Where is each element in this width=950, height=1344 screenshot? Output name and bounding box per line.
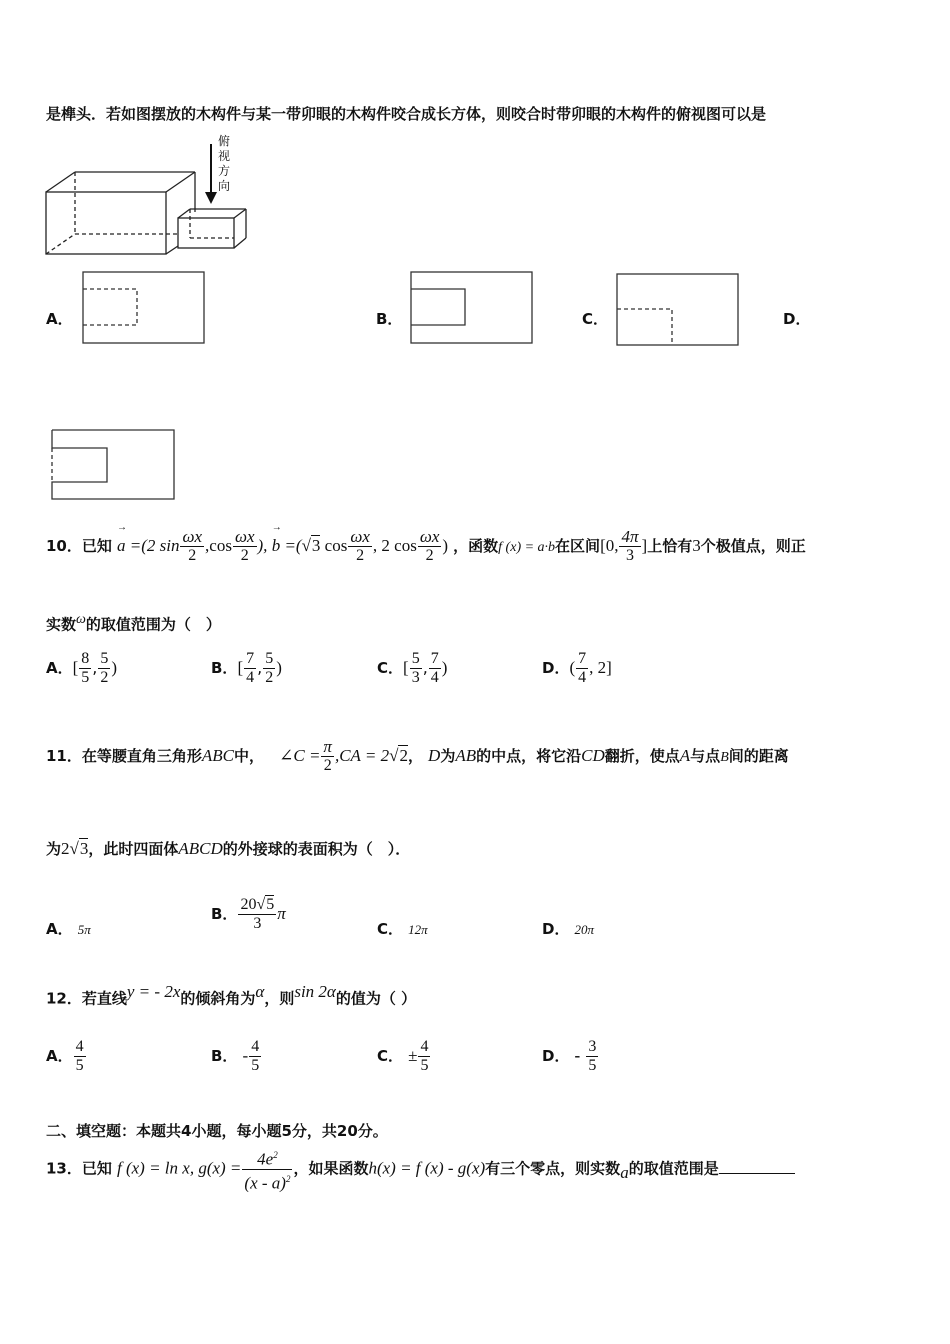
view-direction-label: 俯 视 方 向 [218,134,231,193]
q10-option-a[interactable]: A．[ $\frac{8}{5}$ , $\frac{5}{2}$ ) [46,650,118,686]
q9-option-d-figure [50,428,178,502]
q9-option-b-figure [410,271,534,345]
q12-option-b[interactable]: B． - $\frac{4}{5}$ [211,1038,260,1074]
question-12: 12．若直线$^{y = - 2x}$的倾斜角为$^\alpha$，则$^{sin 2\alpha}$的值为（ ） [46,982,417,1008]
q9-option-c-figure [616,273,740,347]
q9-option-c-label[interactable]: C． [582,310,609,328]
q10-option-d[interactable]: D．( $\frac{7}{4}$ , 2] [542,650,612,686]
q12-option-a[interactable]: A． $\frac{4}{5}$ [46,1038,84,1074]
wood-block-figure [40,132,280,262]
q13-answer-blank[interactable] [719,1159,795,1174]
question-11-line2: 为2√3，此时四面体ABCD的外接球的表面积为（ ）． [46,839,411,858]
question-10-line2: 实数$^\omega$的取值范围为（ ） [46,612,221,634]
q11-option-a[interactable]: A． 5π [46,920,91,938]
q12-option-c[interactable]: C． ± $\frac{4}{5}$ [377,1038,429,1074]
q12-option-d[interactable]: D． - $\frac{3}{5}$ [542,1038,597,1074]
q9-option-d-label[interactable]: D． [783,310,811,328]
q10-option-c[interactable]: C．[ $\frac{5}{3}$ , $\frac{7}{4}$ ) [377,650,448,686]
q11-option-d[interactable]: D． 20π [542,920,595,938]
q9-option-b-label[interactable]: B． [376,310,403,328]
q9-option-a-label[interactable]: A． [46,310,73,328]
section-heading-fill-in: 二、填空题：本题共4小题，每小题5分，共20分。 [46,1122,388,1140]
q11-option-b[interactable]: B． $\frac{20√5}{3}$ π [211,896,286,932]
question-13: 13．已知 f (x) = ln x, g(x) = $\frac{4e^2}{(x - a)^2}$ ，如果函数h(x) = f (x) - g(x)有三个零点，则实数$_a$的取值范围是 [46,1146,795,1192]
q10-option-b[interactable]: B．[ $\frac{7}{4}$ , $\frac{5}{2}$ ) [211,650,282,686]
q9-option-a-figure [82,271,206,345]
q11-option-c[interactable]: C． 12π [377,920,428,938]
question-10-line1: 10．已知 → a =(2 sin $\frac{\omega x}{2}$ ,cos $\frac{\omega x}{2}$ ), → b =(√3 cos $\frac{\omega x}{2}$ , 2 cos $\frac{\omega x}{2}$ ) ，函数f (x) = a·b在区间[0, $\frac{4\pi}{3}$ ]上恰有3个极值点，则正 [46,528,806,565]
question-11-line1: 11．在等腰直角三角形ABC中， ∠C = $\frac{\pi}{2}$ ,CA = 2√2， D为AB的中点，将它沿CD翻折，使点A与点B间的距离 [46,737,789,774]
intro-text: 是榫头．若如图摆放的木构件与某一带卯眼的木构件咬合成长方体，则咬合时带卯眼的木构件的俯视图可以是 [46,105,767,123]
